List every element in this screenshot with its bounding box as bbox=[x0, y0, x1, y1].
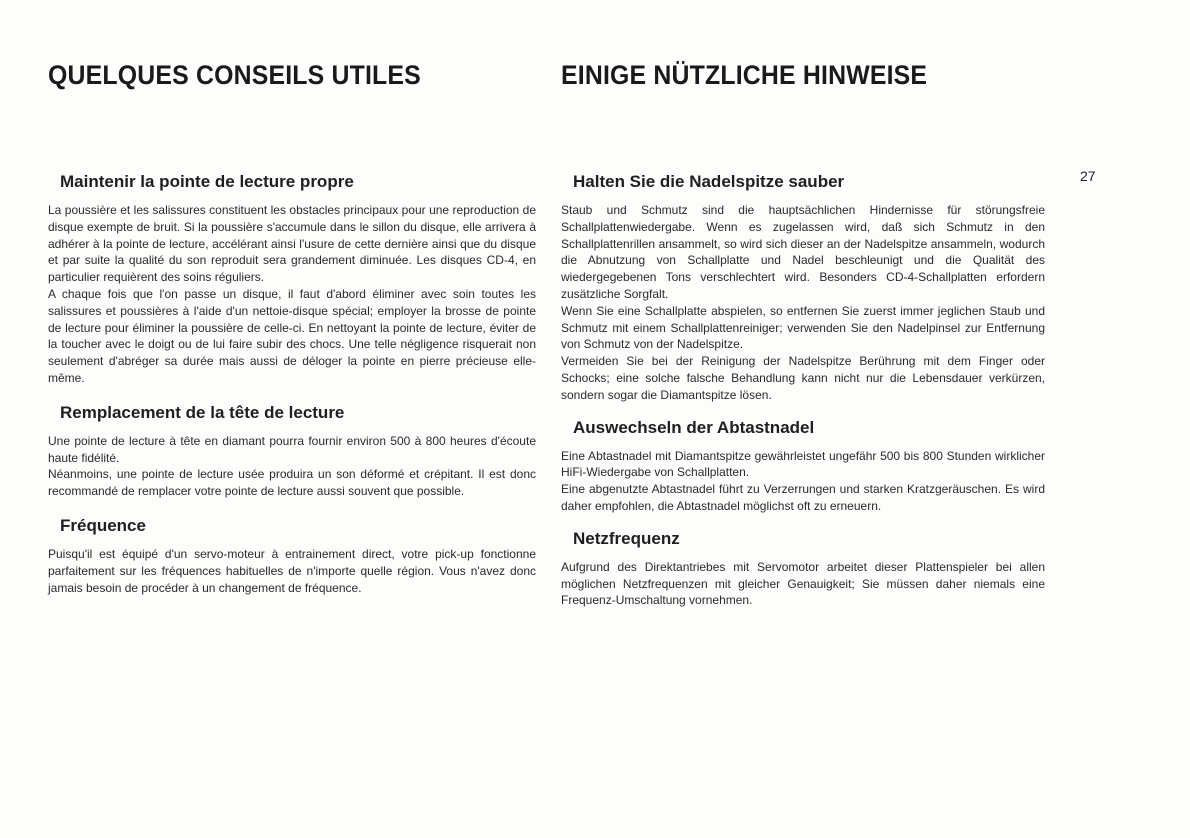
page-number: 27 bbox=[1080, 168, 1096, 184]
german-content bbox=[561, 172, 1045, 609]
french-heading-frequency: Fréquence bbox=[60, 515, 146, 535]
french-page-title: QUELQUES CONSEILS UTILES bbox=[48, 60, 421, 90]
french-paragraph: Une pointe de lecture à tête en diamant pourra fournir environ 500 à 800 heures d'écoute haute fidélité. bbox=[48, 433, 536, 465]
german-heading-stylus-replacement: Auswechseln der Abtastnadel bbox=[573, 417, 815, 437]
german-paragraph: Staub und Schmutz sind die hauptsächlichen Hindernisse für störungsfreie Schallplattenwiedergabe. Wenn es zugelassen wird, daß sich Schmutz in den Schallplattenrillen ansammelt, so wird sich dieser an der Nadelspitze ansammeln, wodurch die Abnutzung von Schallplatte und Nadel beschleunigt und die Qualität des wiedergegebenen Tons verschlechtert wird. Besonders CD-4-Schallplatten erfordern zusätzliche Sorgfalt. bbox=[561, 203, 1045, 301]
german-paragraph: Wenn Sie eine Schallplatte abspielen, so entfernen Sie zuerst immer jeglichen Staub und Schmutz mit einem Schallplattenreiniger; verwenden Sie den Nadelpinsel zur Entfernung von Schmutz von der Nadelspitze. bbox=[561, 303, 1045, 352]
french-heading-clean-stylus: Maintenir la pointe de lecture propre bbox=[60, 172, 354, 191]
german-paragraph: Eine abgenutzte Abtastnadel führt zu Verzerrungen und starken Kratzgeräuschen. Es wird daher empfohlen, die Abtastnadel möglichst oft zu erneuern. bbox=[561, 482, 1045, 513]
german-heading-mains-frequency: Netzfrequenz bbox=[573, 528, 680, 548]
german-page-title: EINIGE NÜTZLICHE HINWEISE bbox=[561, 60, 928, 90]
french-paragraph: Puisqu'il est équipé d'un servo-moteur à entrainement direct, votre pick-up fonctionne parfaitement sur les fréquences habituelles de n'importe quelle région. Vous n'avez donc jamais besoin de procéder à un changement de fréquence. bbox=[48, 546, 536, 595]
german-heading-clean-stylus: Halten Sie die Nadelspitze sauber bbox=[573, 172, 845, 191]
french-heading-stylus-replacement: Remplacement de la tête de lecture bbox=[60, 402, 345, 422]
french-content bbox=[48, 172, 536, 596]
french-paragraph: La poussière et les salissures constituent les obstacles principaux pour une reproduction de disque exempte de bruit. Si la poussière s'accumule dans le sillon du disque, elle arrivera à adhérer à la pointe de lecture, accélérant ainsi l'usure de cette dernière ainsi que du disque et par suite la qualité du son reproduit sera grandement diminuée. Les disques CD-4, en particulier requièrent des soins réguliers. bbox=[48, 203, 536, 285]
french-paragraph: A chaque fois que l'on passe un disque, il faut d'abord éliminer avec soin toutes les salissures et poussières à l'aide d'un nettoie-disque spécial; employer la brosse de pointe de lecture pour éliminer la poussière de celle-ci. En nettoyant la pointe de lecture, éviter de la toucher avec le doigt ou de lui faire subir des chocs. Une telle négligence risquerait non seulement d'abréger sa durée mais aussi de déloger la pointe en pierre précieuse elle-même. bbox=[48, 286, 536, 385]
german-paragraph: Aufgrund des Direktantriebes mit Servomotor arbeitet dieser Plattenspieler bei allen möglichen Netzfrequenzen mit gleicher Genauigkeit; Sie müssen daher niemals eine Frequenz-Umschaltung vornehmen. bbox=[561, 559, 1045, 608]
german-paragraph: Eine Abtastnadel mit Diamantspitze gewährleistet ungefähr 500 bis 800 Stunden wirklicher HiFi-Wiedergabe von Schallplatten. bbox=[561, 448, 1045, 480]
german-paragraph: Vermeiden Sie bei der Reinigung der Nadelspitze Berührung mit dem Finger oder Schocks; eine solche falsche Behandlung kann nicht nur die Lebensdauer verkürzen, sondern sogar die Diamantspitze lösen. bbox=[561, 354, 1045, 402]
french-paragraph: Néanmoins, une pointe de lecture usée produira un son déformé et crépitant. Il est donc recommandé de remplacer votre pointe de lecture aussi souvent que possible. bbox=[48, 467, 536, 499]
